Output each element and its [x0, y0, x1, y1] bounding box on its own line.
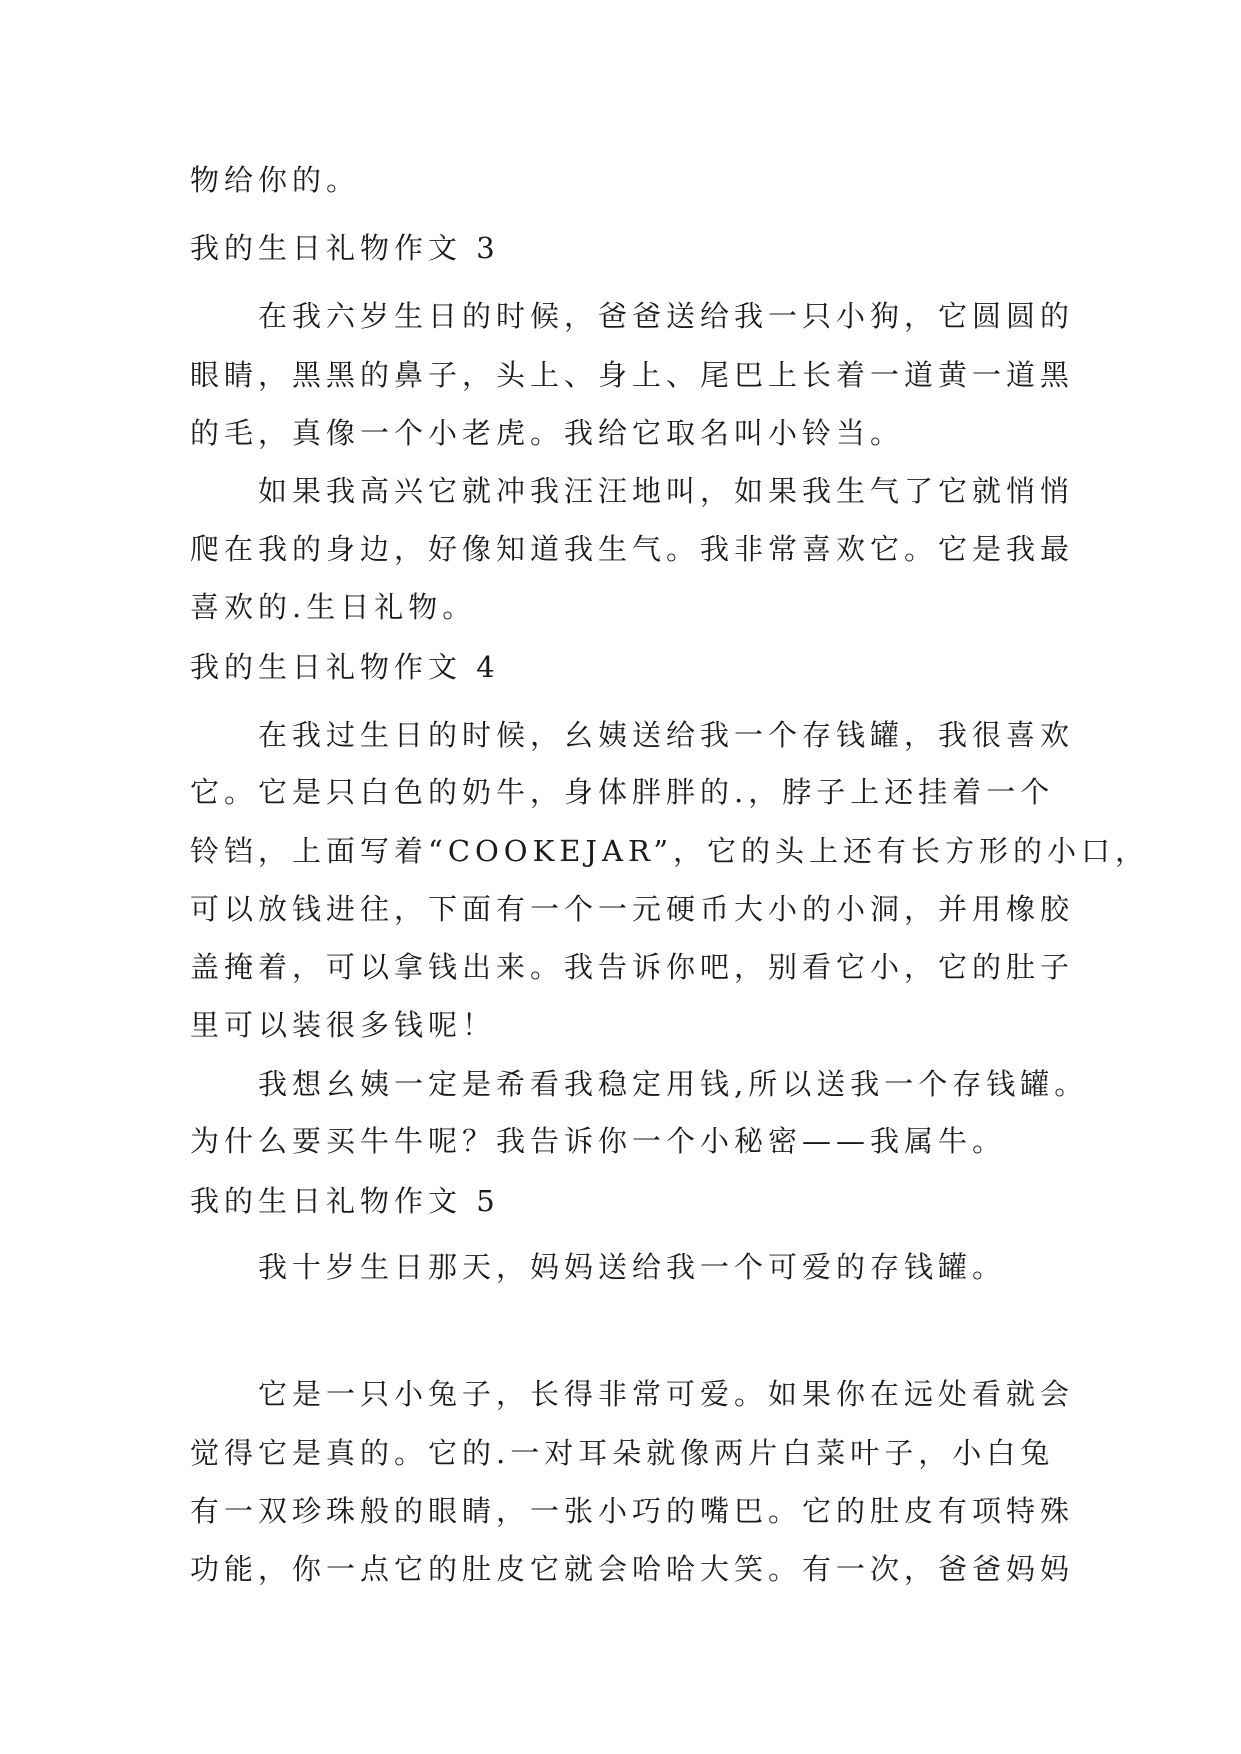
section-heading-5: 我的生日礼物作文 5	[190, 1184, 500, 1218]
text-line: 铃铛，上面写着“COOKEJAR”，它的头上还有长方形的小口，	[190, 834, 1150, 868]
text-line: 我想幺姨一定是希看我稳定用钱,所以送我一个存钱罐。	[258, 1067, 1089, 1101]
text-line: 它是一只小兔子，长得非常可爱。如果你在远处看就会	[258, 1377, 1075, 1411]
text-line: 喜欢的.生日礼物。	[190, 590, 477, 624]
text-line: 我十岁生日那天，妈妈送给我一个可爱的存钱罐。	[258, 1250, 1007, 1284]
text-line: 有一双珍珠般的眼睛，一张小巧的嘴巴。它的肚皮有项特殊	[190, 1494, 1075, 1528]
text-line: 它。它是只白色的奶牛，身体胖胖的.，脖子上还挂着一个	[190, 775, 1055, 809]
text-line: 可以放钱进往，下面有一个一元硬币大小的小洞，并用橡胶	[190, 892, 1075, 926]
text-line: 为什么要买牛牛呢？我告诉你一个小秘密——我属牛。	[190, 1124, 1007, 1158]
text-line: 眼睛，黑黑的鼻子，头上、身上、尾巴上长着一道黄一道黑	[190, 358, 1075, 392]
section-heading-4: 我的生日礼物作文 4	[190, 650, 500, 684]
text-line: 盖掩着，可以拿钱出来。我告诉你吧，别看它小，它的肚子	[190, 950, 1075, 984]
text-line: 里可以装很多钱呢！	[190, 1008, 497, 1042]
text-line: 觉得它是真的。它的.一对耳朵就像两片白菜叶子，小白兔	[190, 1436, 1055, 1470]
text-line: 物给你的。	[190, 163, 361, 197]
section-heading-3: 我的生日礼物作文 3	[190, 231, 500, 265]
text-line: 在我过生日的时候，幺姨送给我一个存钱罐，我很喜欢	[258, 718, 1075, 752]
text-line: 的毛，真像一个小老虎。我给它取名叫小铃当。	[190, 416, 905, 450]
text-line: 爬在我的身边，好像知道我生气。我非常喜欢它。它是我最	[190, 532, 1075, 566]
text-line: 功能，你一点它的肚皮它就会哈哈大笑。有一次，爸爸妈妈	[190, 1552, 1075, 1586]
text-line: 如果我高兴它就冲我汪汪地叫，如果我生气了它就悄悄	[258, 474, 1075, 508]
text-line: 在我六岁生日的时候，爸爸送给我一只小狗，它圆圆的	[258, 299, 1075, 333]
